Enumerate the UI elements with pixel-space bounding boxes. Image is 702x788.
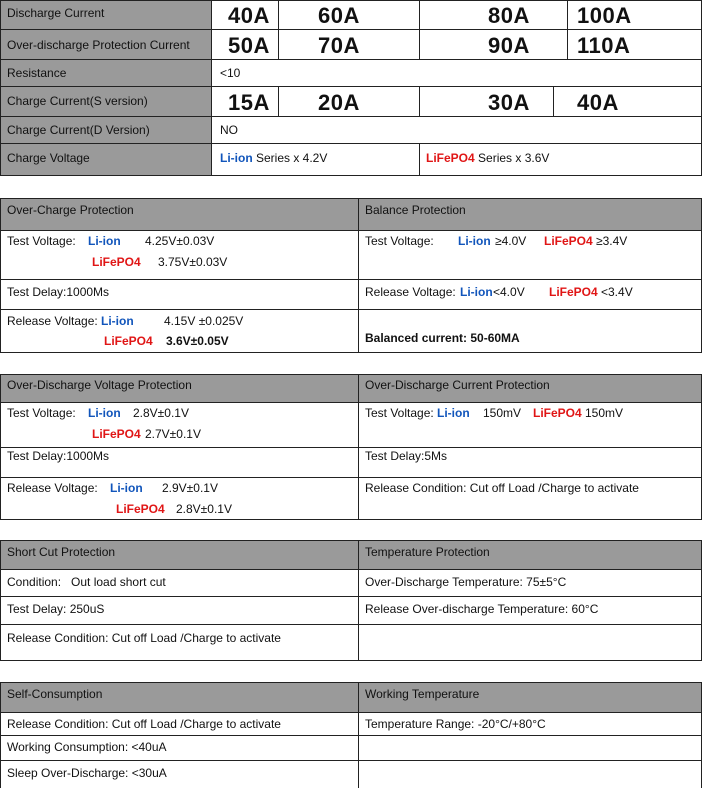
balance-release-label: Release Voltage:	[365, 285, 456, 299]
discharge-current-60a: 60A	[318, 3, 360, 28]
balance-title: Balance Protection	[365, 203, 466, 217]
selfconsumption-title: Self-Consumption	[7, 687, 103, 701]
sc-sleep-overdischarge: Sleep Over-Discharge: <30uA	[7, 766, 167, 780]
odv-liion: Li-ion	[88, 406, 121, 420]
odv-release-liion-value: 2.9V±0.1V	[162, 481, 218, 495]
sc-release-condition: Release Condition: Cut off Load /Charge to activate	[7, 717, 281, 731]
overcharge-release-liion-value: 4.15V ±0.025V	[164, 314, 244, 328]
odv-release-lifepo4: LiFePO4	[116, 502, 165, 516]
odv-release-liion: Li-ion	[110, 481, 143, 495]
overdischarge-current-90a: 90A	[488, 33, 530, 58]
odv-release-lifepo4-value: 2.8V±0.1V	[176, 502, 232, 516]
overcharge-title: Over-Charge Protection	[7, 203, 134, 217]
temp-empty-cell	[358, 624, 702, 661]
charge-current-d-value-cell	[211, 116, 702, 144]
odc-lifepo4: LiFePO4	[533, 406, 582, 420]
charge-current-d-value: NO	[220, 123, 238, 137]
odv-test-delay: Test Delay:1000Ms	[7, 449, 110, 463]
charge-current-s-label: Charge Current(S version)	[7, 94, 148, 108]
discharge-current-40a: 40A	[228, 3, 270, 28]
value-cell	[419, 86, 554, 117]
overcharge-liion-value: 4.25V±0.03V	[145, 234, 215, 248]
liion-tag: Li-ion	[220, 151, 253, 165]
wt-empty-cell	[358, 735, 702, 761]
odv-liion-value: 2.8V±0.1V	[133, 406, 189, 420]
overdischarge-current-label: Over-discharge Protection Current	[7, 38, 190, 52]
odc-liion-value: 150mV	[483, 406, 522, 420]
wt-range: Temperature Range: -20°C/+80°C	[365, 717, 546, 731]
overcharge-liion: Li-ion	[88, 234, 121, 248]
charge-current-15a: 15A	[228, 90, 270, 115]
balance-liion-value: ≥4.0V	[495, 234, 527, 248]
charge-voltage-lifepo4: LiFePO4 Series x 3.6V	[426, 151, 550, 165]
charge-current-d-label: Charge Current(D Version)	[7, 123, 150, 137]
charge-current-40a: 40A	[577, 90, 619, 115]
balance-release-lifepo4-value: <3.4V	[601, 285, 633, 299]
overcharge-release-lifepo4: LiFePO4	[104, 334, 153, 348]
value-cell	[553, 86, 702, 117]
shortcut-test-delay: Test Delay: 250uS	[7, 602, 105, 616]
resistance-value-cell	[211, 59, 702, 87]
temp-release: Release Over-discharge Temperature: 60°C	[365, 602, 599, 616]
overdischarge-current-110a: 110A	[577, 33, 631, 58]
overcharge-lifepo4-value: 3.75V±0.03V	[158, 255, 228, 269]
charge-current-20a: 20A	[318, 90, 360, 115]
overdischarge-current-50a: 50A	[228, 33, 270, 58]
balanced-current: Balanced current: 50-60MA	[365, 331, 520, 345]
shortcut-condition: Condition: Out load short cut	[7, 575, 166, 589]
charge-voltage-liion: Li-ion Series x 4.2V	[220, 151, 328, 165]
lifepo4-tag: LiFePO4	[426, 151, 475, 165]
overcharge-lifepo4: LiFePO4	[92, 255, 141, 269]
charge-voltage-label: Charge Voltage	[7, 151, 90, 165]
overcharge-release-liion: Li-ion	[101, 314, 134, 328]
balance-release-lifepo4: LiFePO4	[549, 285, 598, 299]
discharge-current-label: Discharge Current	[7, 6, 105, 20]
overdischarge-voltage-title: Over-Discharge Voltage Protection	[7, 378, 192, 392]
discharge-current-100a: 100A	[577, 3, 632, 28]
odv-lifepo4: LiFePO4	[92, 427, 141, 441]
balance-lifepo4: LiFePO4	[544, 234, 593, 248]
overcharge-release-label: Release Voltage:	[7, 314, 98, 328]
shortcut-title: Short Cut Protection	[7, 545, 116, 559]
overcharge-test-delay: Test Delay:1000Ms	[7, 285, 110, 299]
odv-release-label: Release Voltage:	[7, 481, 98, 495]
balance-lifepo4-value: ≥3.4V	[596, 234, 628, 248]
odv-test-voltage-label: Test Voltage:	[7, 406, 76, 420]
wt-empty-cell-2	[358, 760, 702, 788]
balance-liion: Li-ion	[458, 234, 491, 248]
overdischarge-current-title: Over-Discharge Current Protection	[365, 378, 550, 392]
shortcut-release-condition: Release Condition: Cut off Load /Charge to activate	[7, 631, 281, 645]
resistance-value: <10	[220, 66, 241, 80]
odc-liion: Li-ion	[437, 406, 470, 420]
overdischarge-current-70a: 70A	[318, 33, 360, 58]
discharge-current-80a: 80A	[488, 3, 530, 28]
resistance-label: Resistance	[7, 66, 67, 80]
working-temperature-title: Working Temperature	[365, 687, 480, 701]
odv-lifepo4-value: 2.7V±0.1V	[145, 427, 201, 441]
overcharge-test-voltage-label: Test Voltage:	[7, 234, 76, 248]
odc-test-delay: Test Delay:5Ms	[365, 449, 448, 463]
odc-test-voltage-label: Test Voltage:	[365, 406, 434, 420]
balance-release-liion-value: <4.0V	[493, 285, 525, 299]
odc-lifepo4-value: 150mV	[585, 406, 624, 420]
charge-current-30a: 30A	[488, 90, 530, 115]
overcharge-release-lifepo4-value: 3.6V±0.05V	[166, 334, 229, 348]
balance-test-voltage-label: Test Voltage:	[365, 234, 434, 248]
sc-working-consumption: Working Consumption: <40uA	[7, 740, 167, 754]
odc-release-condition: Release Condition: Cut off Load /Charge to activate	[365, 481, 639, 495]
temperature-title: Temperature Protection	[365, 545, 490, 559]
temp-overdischarge: Over-Discharge Temperature: 75±5°C	[365, 575, 567, 589]
balance-release-liion: Li-ion	[460, 285, 493, 299]
